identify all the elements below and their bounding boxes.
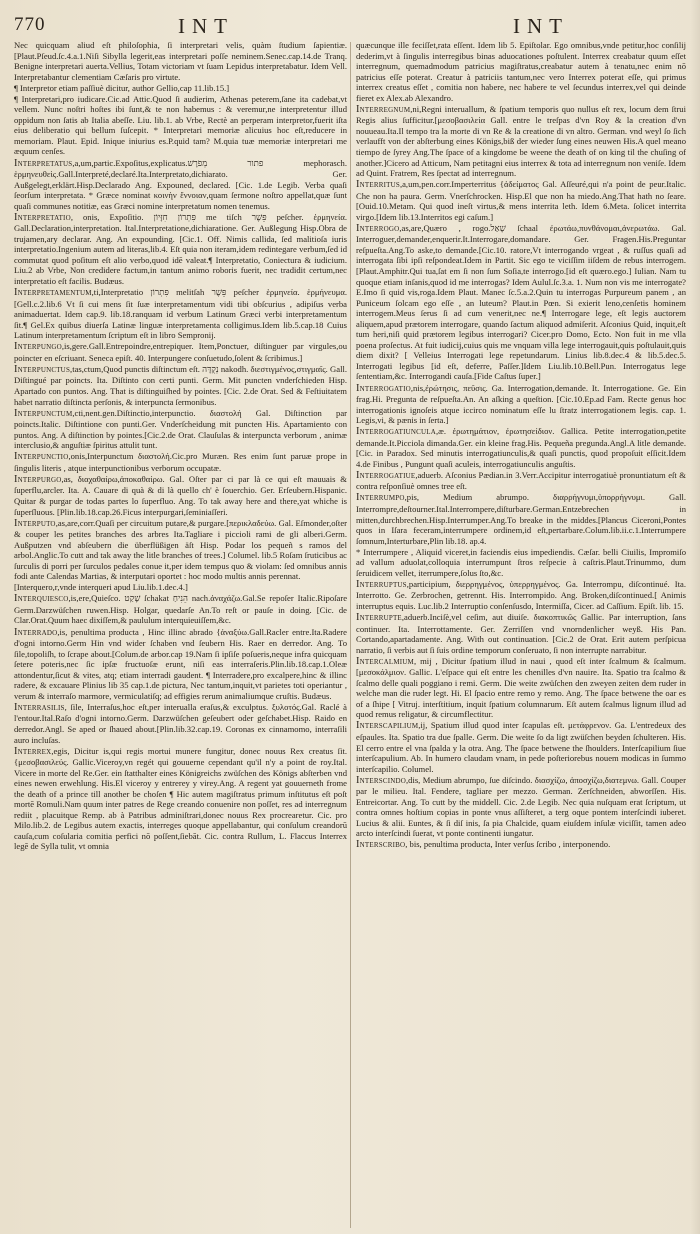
entry-definition: ,cti,nent.gen.Diſtinctio,interpunctio. διαστολή Gal. Diſtinction par poincts.Italic. Diſtintione con punti.Ger. Vnderſcheidung mit puncten His. Apartamiento con puntos. Ang. A diſtinction by pointes.[Cic.2.de Orat. Clauſulas & interpuncta verborum , animæ interclusio,& anguſtiæ ſpiritus attulit tunt. bbox=[14, 407, 347, 451]
entry-definition: ,participium, διερρηγμένος, ὑπερρηγμένος. Ga. Interrompu, diſcontinué. Ita. Interrotto. Ge. Zerbrochen, getrennt. His. Interrompido. Ang. Broken,diſcontinued.[ Animis interruptus equis. Luc.lib.2 Interruptio conſenſusdo, Intermiſſa, Cicer. ad Caſſium. Epiſt. lib. 15. bbox=[356, 578, 686, 611]
entry-definition: ¶ Interpretor etiam paſſiuè dicitur, author Gellio,cap 11.lib.15.] bbox=[14, 82, 230, 93]
dictionary-entry bbox=[356, 612, 686, 655]
entry-headword: Interrado bbox=[14, 626, 58, 638]
entry-definition: ,is,gere.Gall.Entrepoindre,entrepiquer. Item,Ponctuer, diſtinguer par virgules,ou poincter en eſcriuant. Seneca epiſt. 40. Interpungere conſuetudo,ſolent & ſcribimus.] bbox=[14, 341, 347, 363]
dictionary-entry bbox=[356, 470, 686, 492]
entry-headword: Interregnum bbox=[356, 103, 411, 115]
entry-definition: , onis, Expoſitio. פִּתְרוֹן חִזָּיוֹן me tiſch פֵּשֶׁר peſcher. ἑρμηνεία. Gall.Declaration,interpretation. Ital.Interpretatione,dichiaratione. Ger. Außlegung Hisp.Obra de trujamen,ary declarar. Ang. An expounding. [Cic.1. Off. Nimis callida, ſed malitioſa iuris interpretatio.Ingenium autem ad literas,lib.4. Eſt quia non iteram,idem redintegare verbum,ſed id commutat quod poſitum eſt alio verbo,quod idē valeat.¶ Interpretatio, Coniectura & iudicium. Liu.2 ab Vrbe, Non credidere factum,in tantum animo roboris fuerit, nec tradidit certum,nec interpretatio eſt facilis. Budæus. bbox=[14, 211, 347, 287]
page-number: 770 bbox=[14, 14, 46, 35]
dictionary-entry bbox=[14, 287, 347, 341]
running-header bbox=[0, 0, 700, 36]
entry-headword: Interrogo bbox=[356, 222, 400, 234]
dictionary-entry bbox=[14, 582, 347, 593]
dictionary-entry bbox=[356, 492, 686, 546]
entry-definition: ,tas,ctum,Quod punctis diſtinctum eſt. נְקֻדָּה nakodh. διεστιγμένος,στιγμαῖς. Gall. Diſtingué par poincts. Ita. Diſtinto con certi punti. Germ. Mit puncten vnderſchieden Hisp. Apartado con puntos. Ang. That is diſtinguiſhed by pointes. [Cic. 2.de Orat. Sed & Feſtiuitatem habet narratio diſtincta perſonis, & interpuncta ſermonibus. bbox=[14, 363, 347, 407]
entry-definition: ,dis, Medium abrumpo, ſue diſcindo. διασχίζω, ἀποσχίζω,διατεμνω. Gall. Couper par le milieu. Ital. Fendere, tagliare per mezzo. German. Zerſchneiden, abworſſen. His. Entreicortar. Ang. To cutt by the middell. Cic. 2.de Legib. Nec quia nuſquam erat ſcriptum, ut contra omnes hoſtium copias in ponte vnus aſſiſteret, a terg oque pontem interſcindi iuberet. Lucius & alii. Euntes, & ſi diſ inis, ſa pia Chalcide, quam eiuſdem inſulæ viciſſit, tamen adeo arcto interſcindi ſuerat, vt ponte continenti iungatur. bbox=[356, 774, 686, 839]
dictionary-entry bbox=[14, 364, 347, 407]
entry-headword: Interrupte bbox=[356, 611, 402, 623]
entry-definition: , ſile, Interraſus,hoc eſt,per interualla eraſus,& exculptus. ξυλοτός.Gal. Raclé à l'entour.Ital.Raſo d'ogni intorno.Germ. Darzwüſchen geſeubert oder geſchabet.Hisp. Raido en derredor.Angl. Se aped or ſhaued about.[Plin.lib.32.cap.19. Coronas ex cinnamomo, interraſili auro incluſas. bbox=[14, 701, 347, 745]
entry-headword: Interquiesco bbox=[14, 593, 69, 605]
dictionary-entry bbox=[14, 474, 347, 517]
page-edge-shadow bbox=[690, 0, 700, 1234]
dictionary-entry bbox=[356, 179, 686, 222]
dictionary-entry bbox=[356, 579, 686, 612]
dictionary-entry bbox=[14, 746, 347, 852]
dictionary-entry bbox=[356, 40, 686, 103]
dictionary-entry bbox=[14, 408, 347, 451]
entry-definition: ,as, διαχαθαίρω,ἀποκαθαίρω. Gal. Oſter par ci par là ce qui eſt mauuais & ſuperflu,arcler. Ita. A. Cauare di quà & di là quello ch' è ſouerchio. Ger. Erſeubern.Hispanic. Quitar & purgar de todas partes lo ſuperfluo. Ang. To tak away here and there,yat whiche is ſuperſluous. [Plin.lib.18.cap.26.Ficus interpurgari,ſeminiaſſeri. bbox=[14, 473, 347, 517]
entry-definition: ,as,are,Quæro , rogo.שָׁאַל ſchaal ἐρωτάω,πυνθάνομαι,ἀνερωτάω. Gal. Interroguer,demander,enquerir.It.Interrogare,domandare. Ger. Fragen.His.Preguntar reſpueſta.Ang.To aske,to demande.[Cic.10. ratore,Vt interrogando vrgeat , & ruſſus quaſi ad interrogata ſibi ipſi reſpondeat.Idem in Partit. Sic ego te viciſſim iiſdem de rebus interrogem.[Plaut.Amphitr.Qui tua,ſat em ſi non ſum Soſia,te interrogo.[id eſt quæro.ego.] Iulian. Nam tu quoque etiam inſanis,quod id me interrogas? Idem Aulul.ſc.3.a. 1. Num non vis me interrogate?E.Imo ſi quid vis,roga.Idem Plaut. Manec ſc.5.a.2.Quin tu interrogas Purpureum panem , an Puniceum ſolcam ego eſſe , an luteum? Plaut.in Pœn. Si exierit leno,cenſetis hominem interrogem.Meus ſerus ſi ad cum venerit,nec ne.¶ Interrogare lege, eſt legis auctorem aliquem,apud prætorem interrogare, quando ſactum aliquod admiſerit. Aſconius Quid, inquit,eſt tum heri,niſi quid prætorem legibus interrogari? Cicer.pro Domo, Ecto. Non fuit in me vlla poena proſectus. At fuit iudicij,cuius quis me vnquam villa lege interrogauit,quis poſtulauit,quis diem dixit? [ Velleius Interrogati lege repetundarum. Linius lib.8.dec.4 & lib.5.dec.5. Interrogati legibus [id eſt, deferre, Paſſer.]Idem Liu.lib.10.Bell.Pun. Interrogatus lege ſententiam,&c. Interrogandi cauſa.[Fide Caſtus ſuper.] bbox=[356, 222, 686, 382]
entry-headword: Interrumpo bbox=[356, 492, 405, 504]
dictionary-entry bbox=[14, 212, 347, 287]
entry-headword: Interpunctum bbox=[14, 407, 73, 419]
entry-definition: quæcunque ille feciſſet,rata eſſent. Idem lib 5. Epiſtolar. Ego omnibus,vnde petitur,hoc conſilij dederim,vt à ſingulis interregibus binas aduocationes poſtulent. Interrex creabatur quum eſſet interregnum, quemadmodum patricius magiſtratus,creabatur autem à tenatu,nec enim nō patricius eſſe poterat. Creatur à patriciis tantum,nec vero Interrex poterat eſſe, qui primus interrex creatus eſſet , comitia non habere, nec habere te vel ſecundus interrex,vel qui deinde fieret ex Alex.ab Alexandro. bbox=[356, 40, 686, 103]
entry-headword: Interrogatiue bbox=[356, 469, 416, 481]
dictionary-entry bbox=[14, 341, 347, 363]
entry-headword: Interpunctio bbox=[14, 451, 69, 463]
dictionary-entry bbox=[14, 94, 347, 157]
entry-headword: Interpurgo bbox=[14, 473, 62, 485]
dictionary-entry bbox=[356, 547, 686, 579]
dictionary-entry bbox=[14, 83, 347, 94]
entry-definition: ,pis, Medium abrumpo. διαρρήγνυμι,ὑπορρήγνυμι. Gall. Interrompre,deſtourner.Ital.Interrompere,diſturbare.German.Entzebrechen in mitten,durchbrechen.Hisp.Interrumper.Ang.To breake in the middes.[Plancus Ciceroni,Pontes quos in Iſara feceram,interrumpere ordinem,id eſt,pertarbare.Colum.lib.ii.c.1.Interrumpere ſomnum,Interturbare,Plin lib.18. ap.4. bbox=[356, 492, 686, 546]
entry-definition: , bis, penultima producta, Inter verſus ſcribo , interponendo. bbox=[405, 839, 611, 850]
entry-definition: ,aduerb. Aſconius Pædian.in 3.Verr.Accipitur interrogatiuè pronuntiatum eſt & contra reſponſiuè omnes tree eſt. bbox=[356, 469, 686, 492]
entry-definition: ,æ. ἐρωτημάτιον, ἐρωτησείδιον. Gallica. Petite interrogation,petite demande.It.Picciola dimanda.Ger. ein kleine frag.His. Pequeña pregunda.Angl.A litle demande.[Cic. in Paradox. Sed minutis interrogatiunculis,& quaſi punctis, quod propoſuit eſſicit.Idem 4.de Finibus , Pungunt quaſi aculeis, interrogatiunculis anguſtis. bbox=[356, 426, 686, 469]
dictionary-entry bbox=[356, 426, 686, 469]
entry-definition: ,egis, Dicitur is,qui regis mortui munere fungitur, donec nouus Rex creatus ſit. {μεσοβασιλεύς. Gallic.Viceroy,vn regét qui gouuerne cependant qu'il n'y a point de roy.Ital. Vicere in morte del Re.Ger. ein ſtatthalter eines Königreichs zwüſchen des Königs abſterben vnd eines newen erwehlung. His.El viceroy y entrerey y virey.Ang. A regent yat gouuerneth frome the death of a prince till another be choſen ¶ Hic autem magiſtratus primum inſtitutus eſt poſt mortē Romuli.Nam quum inter patres de Rege creando conuenire non poſſet, res ad interregnum rediit , placuitque Remp. ab à Patribus adminiſtrari,donec nouus Rex procrearetur. Cic. pro Milo.lib.2. de Legibus autem exactis, interreges quoque appellabantur, qui conſulum creandorū cauſa,cum coſularia comitia perfici nō poſſent,ſiebāt. Cic. contra Rullum, L. Flaccus Interrex legē de Sylla tulit, vt omnia bbox=[14, 745, 347, 852]
entry-definition: ,a,um,partic.Expoſitus,explicatus.פתור מְפֹרָשׁ mephorasch. ἑρμηνευθεὶς.Gall.Interpreté,declaré.Ita.Interpretato,dichiarato. Ger. Außgelegt,erklärt.Hisp.Declarado Ang. Expouned, declared. [Cic. 1.de Legib. Verba quaſi ſeorſum interpretata. * Græce nominat κοινὴν ἔννοιαν,quam ſermone noſtro appellat,quæ ſunt quaſi communes notitiæ, eas Græci nomine interpretatum nomen tenemus. bbox=[14, 157, 347, 211]
dictionary-entry bbox=[14, 702, 347, 745]
entry-headword: Intercalmium bbox=[356, 655, 414, 667]
entry-headword: Interrex bbox=[14, 745, 52, 757]
left-column bbox=[14, 40, 347, 1230]
entry-headword: Interſcindo bbox=[356, 774, 406, 786]
entry-headword: Interraſilis bbox=[14, 701, 65, 713]
entry-definition: ,ij, Spatium illud quod inter ſcapulas eſt. μετάφρενον. Ga. L'entredeux des eſpaules. Ita. Spatio tra due ſpalle. Germ. Die weite ſo da ligt zwüſchen beyden ſchulteren. His. El cerro entre el vna ſpalda y la otra. Ang. The ſpace betwene the ſhoulders. Interſcapilium ſiue interſcapulium. Ab. In humero claudam vnam, in pede poſteriorebus nouem modicas in ſummo interſcapilio. Columel. bbox=[356, 720, 686, 774]
entry-definition: ¶ Interpretari,pro iudicare.Cic.ad Attic.Quod ſi audierim, Athenas peterem,ſane ita cadebat,vt vellem. Nunc noſtri hoſtes ibi ſunt,& te non habemus : & veremur,ne interpretentur illud oppidum non ſatis ab Italia abeſſe. Liu. lib.1. ab Vrbe, Rectè an perperam interpretor,fuerit iſta eius deliberatio qui bellum ſuſcepit. * Interpretari memoriæ alicuius hoc eſt,reducere in memoriam. Plaut. Epid. Inique iniurius es.P.quid tam? M.quia tuæ memoriæ interpretari me æquum cenſes. bbox=[14, 93, 347, 157]
dictionary-entry bbox=[356, 383, 686, 426]
entry-definition: [Interquero,r,vnde interqueri apud Liu.lib.1.dec.4.] bbox=[14, 582, 188, 593]
dictionary-entry bbox=[14, 593, 347, 626]
entry-definition: Nec quicquam aliud eſt philoſophia, ſi interpretari velis, quàm ſtudium ſapientiæ.[Plaut.Pſeud.ſc.4.a.1.Niſi Sibylla legerit,eas interpretari poſſe neminem.Senec.cap.14.de Tranq. Benigne interpretari auerta.Vellius, Totam victoriam vt ſuam Lepidus interpretabatur. Idem Vell. Interpretabantur clementiam Cæſaris pro virtute. bbox=[14, 40, 347, 82]
entry-definition: ,onis,Interpunctum διαστολή.Cic.pro Muræn. Res enim ſunt paruæ prope in ſingulis literis , atque interpunctionibus verborum occupatæ. bbox=[14, 451, 347, 473]
entry-headword: Interrogatiuncula bbox=[356, 426, 436, 438]
entry-definition: ,is,ere,Quieſco. שָׁקַט ſchakat הֵנִיחַ nach.ἀναχάζω.Gal.Se repoſer Italic.Ripoſare Germ.Darzwüſchen ruwen.Hisp. Holgar, quedarſe An.To reſt or pauſe in doing. [Cic. de Clar.Orat.Quum haec dixiſſem,& paululum interquieuiſſem,&c. bbox=[14, 593, 347, 626]
running-head-right: INT bbox=[513, 14, 569, 38]
dictionary-entry bbox=[14, 518, 347, 582]
dictionary-entry bbox=[356, 656, 686, 720]
dictionary-entry bbox=[356, 223, 686, 382]
entry-definition: ,ti,Interpretatio פִּתְרוֹן melitſah פֵּשֶׁר peſcher ἑρμηνεία. ἑρμήνευμα. [Gell.c.2.lib.6 Vt ſi cui mens ſit ſuæ interpretamentum vidi tibi obſcurius , adipiſus verba animaduertat. Idem cap.9. lib.18.ranquam id verbum Latinum Græci verbi interpretamentum ſit.¶ Gel.Ex quibus diuerſa Latinæ linguæ interpretamenta colligimus.Idem lib.5.cap.18 Cuius Latinum interpretamentum ſcriptum eſt in libro Sempronij. bbox=[14, 287, 347, 341]
right-column bbox=[356, 40, 686, 1230]
entry-headword: Interſcribo bbox=[356, 839, 406, 851]
entry-definition: ,a,um,pen.corr.Imperterritus {ἀδείματος Gal. Aſſeuré,qui n'a point de peur.Italic. Che non ha paura. Germ. Vnerſchrocken. Hisp.El que non ha miedo.Ang.That hath no ſeare.[Ouid.10.Metam. Qui quod ineſt virtus,& mens interrita leth. Idem 6.Meta. ſolicet interrita virgo.[Idem lib.13.Interritos egi caſum.] bbox=[356, 179, 686, 222]
entry-definition: ,ni,Regni interuallum, & ſpatium temporis quo nullus eſt rex, locum dem ſtrui Regis alius ſufficitur.[μεσοβασιλεία Gall. entre le treſpas d'vn Roy & la creation d'vn nouueau.Ita.Il tempo tra la morte di vn Re & la creatione di vn altro. German. vnd weyl ſo ſich verlaufft von der abſterbung eines Königs,biß der wieder ſung eines neuwen His.A quel meano tiempo de ſyrey Ang.The ſpace of a kingdome be weene the death of on king til the chuſing of another.]Cicero ad Atticum, Nam petitagni eius interrex & tota ad interregnum non veniſe. Idem ad Quint. Fratrem, Res ſpectat ad interregnum. bbox=[356, 103, 686, 179]
entry-headword: Interpungo bbox=[14, 341, 62, 353]
entry-headword: Interpretatio bbox=[14, 211, 71, 223]
dictionary-entry bbox=[356, 839, 686, 851]
entry-definition: * Interrumpere , Aliquid viceret,in faciendis eius impediendis. Cæſar. belli Ciuilis, Impromiſo ad vallum aduolat,colloquia interrumpunt ſtros reſpecie à caſtris.Plaut.Trinummo, dum ſeruidicem vellet, iterrumpere,ſolus ſto,&c. bbox=[356, 546, 686, 578]
dictionary-entry bbox=[356, 104, 686, 179]
entry-headword: Interrogatio bbox=[356, 382, 411, 394]
entry-definition: , mij , Dicitur ſpatium illud in naui , quod eſt inter ſcalmum & ſcalmum. [μεσοκάλμιον. Gallic. L'eſpace qui eſt entre les chenilles d'vn nauire. Ita. Spatio tra ſcalmo & ſcalmo delle quali poggiano i remi. Germ. Die weite zwüſchen den zweyen zeiten dem ruder in welche man die ruder legt. Hi. El ſpacio entre remo y remo. Ang. The ſpace betwene the oar es of a ſhipe [ Vitruj. interſtitium, inquit ſpatium columnarum. Eſt autem ſcalmus lignum illud ad quod remus religatur, & circumflectitur. bbox=[356, 655, 686, 720]
running-head-left: INT bbox=[178, 14, 234, 38]
dictionary-entry bbox=[356, 775, 686, 839]
entry-headword: Interputo bbox=[14, 517, 56, 529]
dictionary-entry bbox=[14, 627, 347, 702]
dictionary-entry bbox=[356, 720, 686, 774]
dictionary-entry bbox=[14, 40, 347, 82]
entry-definition: ,as,are,corr.Quaſi per circuitum putare,& purgare.[περικλαδεύω. Gal. Eſmonder,oſter & couper les petites branches des arbres Ita.Tagliare i piccioli rami de gli alberi.Germ. Außputzen vnd abſeubern die überflüßigen äſt Hisp. Podar los pequeñ s ramos del arbol.Anglic.To cutt and tak away the litle branches of trees.] Columel. lib.5 Roſam ſruticibus ac ſurculis di porri per ſurculos pedales conue it,per idem tempus quo & violam: ſed omnibus annis fodi ante Calendas Martias, & interputari oportet : hoc modo multis annis perennat. bbox=[14, 517, 347, 582]
dictionary-entry bbox=[14, 158, 347, 212]
entry-headword: Interruptus bbox=[356, 578, 407, 590]
entry-headword: Interritus bbox=[356, 179, 400, 191]
column-divider bbox=[350, 42, 351, 1228]
entry-headword: Interpunctus bbox=[14, 363, 71, 375]
entry-headword: Interpretatus bbox=[14, 157, 73, 169]
entry-headword: Interpretamentum bbox=[14, 287, 92, 299]
entry-definition: ,is, penultima producta , Hinc illinc abrado {ἀναξύω.Gall.Racler entre.Ita.Radere d'ogni intorno.Germ Hin vnd wider ſchaben vnd ſeubern His. Raer en derredor. Ang. To ſile,topoliſh, to ſcrape about.[Colum.de arbor.cap 19.Nam ſi ipſiſe poſueris,neque infra quicquam ſetere poteris,nec ſic ipſæ fructuoſæ erunt, niſi eas interraſeris.Plin.lib.18.cap.1.Oleæ attondentur,ſicut & vites, atq; etiam interradi gaudent. ¶ Interradere,pro excalpere,hinc & illinc radere, & excauare Plinius lib 35 cap.1.de pictura, Nec tantum,inquit,vt parietes toti operiantur , verum & interraſo marmore, vermiculatiſq; ad effigies rerum animaliumque cruſtis. Budæus. bbox=[14, 626, 347, 701]
entry-definition: ,nis,ἐρώτησις, πεῦσις. Ga. Interrogation,demande. It. Interrogatione. Ge. Ein frag.Hi. Pregunta de reſpueſta.An. An aſking a queſtion. [Cic.10.Ep.ad Fam. Recte genus hoc interrogationis ignoſeis atque iccirco nominatum eſſe lu ſtratz interrogationem legis. cap. 1. Legis,vi, & pænis in ſerta.] bbox=[356, 382, 686, 426]
dictionary-entry bbox=[14, 451, 347, 473]
entry-headword: Interſcapilium bbox=[356, 720, 419, 732]
entry-definition: ,aduerb.Inciſè,vel ceſim, aut diuiſe. διακοπτικῶς Gallic. Par interruption, ſans continuer. Ita. Interrottamente. Ger. Zerriſſen vnd vnorndenlicher weyß. His Pan. Cortando,apartadamente. Ang. With out continuation. [Cic.2 de Orat. Erit autem perſpicua narratio, ſi verbis aut ſi ſuis ordine temporum conſeruato, ſi non interrupte narrabitur. bbox=[356, 611, 686, 655]
